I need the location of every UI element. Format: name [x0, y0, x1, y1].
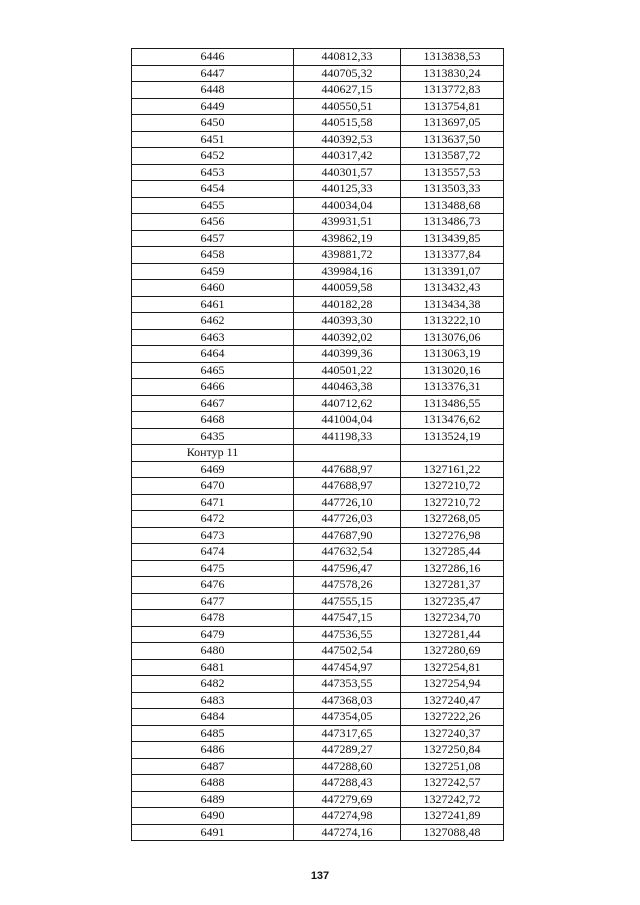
point-number-cell: 6462 [132, 313, 294, 330]
x-coordinate-cell: 447353,55 [294, 676, 401, 693]
x-coordinate-cell: 440515,58 [294, 115, 401, 132]
point-number-cell: 6451 [132, 131, 294, 148]
x-coordinate-cell: 439862,19 [294, 230, 401, 247]
x-coordinate-cell: 447502,54 [294, 643, 401, 660]
point-number-cell: 6475 [132, 560, 294, 577]
y-coordinate-cell: 1313476,62 [401, 412, 504, 429]
table-row [132, 791, 504, 808]
table-row [132, 676, 504, 693]
table-row [132, 214, 504, 231]
y-coordinate-cell: 1327268,05 [401, 511, 504, 528]
x-coordinate-cell: 440712,62 [294, 395, 401, 412]
y-coordinate-cell: 1313772,83 [401, 82, 504, 99]
point-number-cell: 6479 [132, 626, 294, 643]
y-coordinate-cell: 1313376,31 [401, 379, 504, 396]
point-number-cell: 6470 [132, 478, 294, 495]
x-coordinate-cell: 440463,38 [294, 379, 401, 396]
table-row [132, 577, 504, 594]
y-coordinate-cell: 1313377,84 [401, 247, 504, 264]
y-coordinate-cell: 1327242,57 [401, 775, 504, 792]
x-coordinate-cell: 447687,90 [294, 527, 401, 544]
x-coordinate-cell: 447578,26 [294, 577, 401, 594]
x-coordinate-cell: 447288,43 [294, 775, 401, 792]
x-coordinate-cell: 440182,28 [294, 296, 401, 313]
table-row [132, 82, 504, 99]
page-number: 137 [310, 870, 330, 882]
point-number-cell: 6477 [132, 593, 294, 610]
table-row [132, 659, 504, 676]
x-coordinate-cell: 440125,33 [294, 181, 401, 198]
point-number-cell: 6489 [132, 791, 294, 808]
y-coordinate-cell: 1327276,98 [401, 527, 504, 544]
x-coordinate-cell: 440034,04 [294, 197, 401, 214]
point-number-cell: 6483 [132, 692, 294, 709]
y-coordinate-cell: 1313587,72 [401, 148, 504, 165]
y-coordinate-cell: 1327210,72 [401, 494, 504, 511]
table-row [132, 98, 504, 115]
y-coordinate-cell: 1313503,33 [401, 181, 504, 198]
y-coordinate-cell: 1313434,38 [401, 296, 504, 313]
y-coordinate-cell: 1327285,44 [401, 544, 504, 561]
x-coordinate-cell: 447317,65 [294, 725, 401, 742]
y-coordinate-cell: 1327088,48 [401, 824, 504, 841]
table-row [132, 115, 504, 132]
point-number-cell: 6450 [132, 115, 294, 132]
point-number-cell: 6448 [132, 82, 294, 99]
x-coordinate-cell: 447555,15 [294, 593, 401, 610]
point-number-cell: 6474 [132, 544, 294, 561]
x-coordinate-cell [294, 445, 401, 462]
table-row [132, 560, 504, 577]
x-coordinate-cell: 440317,42 [294, 148, 401, 165]
x-coordinate-cell: 440550,51 [294, 98, 401, 115]
table-row [132, 725, 504, 742]
point-number-cell: 6468 [132, 412, 294, 429]
point-number-cell: 6463 [132, 329, 294, 346]
x-coordinate-cell: 440399,36 [294, 346, 401, 363]
table-row [132, 346, 504, 363]
point-number-cell: 6490 [132, 808, 294, 825]
point-number-cell: 6486 [132, 742, 294, 759]
y-coordinate-cell: 1327161,22 [401, 461, 504, 478]
x-coordinate-cell: 447632,54 [294, 544, 401, 561]
x-coordinate-cell: 440812,33 [294, 49, 401, 66]
y-coordinate-cell: 1313439,85 [401, 230, 504, 247]
table-row [132, 362, 504, 379]
point-number-cell: 6491 [132, 824, 294, 841]
y-coordinate-cell: 1327280,69 [401, 643, 504, 660]
table-row [132, 164, 504, 181]
x-coordinate-cell: 447354,05 [294, 709, 401, 726]
point-number-cell: 6456 [132, 214, 294, 231]
point-number-cell: 6471 [132, 494, 294, 511]
point-number-cell: 6473 [132, 527, 294, 544]
y-coordinate-cell: 1313486,55 [401, 395, 504, 412]
x-coordinate-cell: 447596,47 [294, 560, 401, 577]
table-row [132, 197, 504, 214]
point-number-cell: 6488 [132, 775, 294, 792]
table-row [132, 263, 504, 280]
y-coordinate-cell: 1327286,16 [401, 560, 504, 577]
point-number-cell: 6447 [132, 65, 294, 82]
table-row [132, 131, 504, 148]
y-coordinate-cell: 1327251,08 [401, 758, 504, 775]
x-coordinate-cell: 440059,58 [294, 280, 401, 297]
table-row [132, 148, 504, 165]
x-coordinate-cell: 440705,32 [294, 65, 401, 82]
point-number-cell: 6457 [132, 230, 294, 247]
y-coordinate-cell: 1327235,47 [401, 593, 504, 610]
coordinates-table-body [132, 49, 504, 841]
x-coordinate-cell: 447274,98 [294, 808, 401, 825]
table-row [132, 610, 504, 627]
x-coordinate-cell: 440392,53 [294, 131, 401, 148]
table-row [132, 379, 504, 396]
point-number-cell: 6487 [132, 758, 294, 775]
x-coordinate-cell: 439984,16 [294, 263, 401, 280]
point-number-cell: 6459 [132, 263, 294, 280]
table-row [132, 313, 504, 330]
x-coordinate-cell: 441198,33 [294, 428, 401, 445]
table-row [132, 824, 504, 841]
y-coordinate-cell: 1327241,89 [401, 808, 504, 825]
x-coordinate-cell: 440501,22 [294, 362, 401, 379]
table-row [132, 181, 504, 198]
y-coordinate-cell: 1313486,73 [401, 214, 504, 231]
point-number-cell: 6466 [132, 379, 294, 396]
point-number-cell: 6476 [132, 577, 294, 594]
point-number-cell: 6485 [132, 725, 294, 742]
table-row [132, 230, 504, 247]
point-number-cell: 6464 [132, 346, 294, 363]
table-row [132, 643, 504, 660]
table-row [132, 445, 504, 462]
x-coordinate-cell: 447288,60 [294, 758, 401, 775]
point-number-cell: 6460 [132, 280, 294, 297]
x-coordinate-cell: 447688,97 [294, 478, 401, 495]
x-coordinate-cell: 439931,51 [294, 214, 401, 231]
y-coordinate-cell [401, 445, 504, 462]
point-number-cell: 6449 [132, 98, 294, 115]
y-coordinate-cell: 1313222,10 [401, 313, 504, 330]
table-row [132, 742, 504, 759]
y-coordinate-cell: 1313524,19 [401, 428, 504, 445]
y-coordinate-cell: 1327222,26 [401, 709, 504, 726]
y-coordinate-cell: 1327210,72 [401, 478, 504, 495]
point-number-cell: 6469 [132, 461, 294, 478]
y-coordinate-cell: 1313432,43 [401, 280, 504, 297]
x-coordinate-cell: 447274,16 [294, 824, 401, 841]
table-row [132, 758, 504, 775]
table-row [132, 296, 504, 313]
x-coordinate-cell: 441004,04 [294, 412, 401, 429]
y-coordinate-cell: 1313063,19 [401, 346, 504, 363]
y-coordinate-cell: 1327234,70 [401, 610, 504, 627]
point-number-cell: Контур 11 [132, 445, 294, 462]
point-number-cell: 6461 [132, 296, 294, 313]
point-number-cell: 6458 [132, 247, 294, 264]
y-coordinate-cell: 1313697,05 [401, 115, 504, 132]
point-number-cell: 6435 [132, 428, 294, 445]
table-row [132, 692, 504, 709]
x-coordinate-cell: 447726,03 [294, 511, 401, 528]
table-row [132, 808, 504, 825]
y-coordinate-cell: 1313637,50 [401, 131, 504, 148]
x-coordinate-cell: 439881,72 [294, 247, 401, 264]
table-row [132, 49, 504, 66]
y-coordinate-cell: 1313076,06 [401, 329, 504, 346]
x-coordinate-cell: 447289,27 [294, 742, 401, 759]
table-row [132, 395, 504, 412]
x-coordinate-cell: 447726,10 [294, 494, 401, 511]
table-row [132, 544, 504, 561]
point-number-cell: 6482 [132, 676, 294, 693]
point-number-cell: 6452 [132, 148, 294, 165]
table-row [132, 461, 504, 478]
table-row [132, 412, 504, 429]
coordinates-table [131, 48, 504, 841]
point-number-cell: 6484 [132, 709, 294, 726]
y-coordinate-cell: 1327242,72 [401, 791, 504, 808]
point-number-cell: 6481 [132, 659, 294, 676]
x-coordinate-cell: 447368,03 [294, 692, 401, 709]
table-row [132, 593, 504, 610]
x-coordinate-cell: 440392,02 [294, 329, 401, 346]
table-row [132, 626, 504, 643]
y-coordinate-cell: 1313838,53 [401, 49, 504, 66]
point-number-cell: 6446 [132, 49, 294, 66]
y-coordinate-cell: 1313557,53 [401, 164, 504, 181]
table-row [132, 247, 504, 264]
table-row [132, 527, 504, 544]
y-coordinate-cell: 1327254,81 [401, 659, 504, 676]
y-coordinate-cell: 1313754,81 [401, 98, 504, 115]
point-number-cell: 6478 [132, 610, 294, 627]
y-coordinate-cell: 1327250,84 [401, 742, 504, 759]
y-coordinate-cell: 1327240,47 [401, 692, 504, 709]
x-coordinate-cell: 440301,57 [294, 164, 401, 181]
table-row [132, 65, 504, 82]
table-row [132, 329, 504, 346]
table-row [132, 428, 504, 445]
table-row [132, 494, 504, 511]
table-row [132, 511, 504, 528]
point-number-cell: 6472 [132, 511, 294, 528]
x-coordinate-cell: 440393,30 [294, 313, 401, 330]
table-row [132, 478, 504, 495]
x-coordinate-cell: 440627,15 [294, 82, 401, 99]
x-coordinate-cell: 447536,55 [294, 626, 401, 643]
table-row [132, 280, 504, 297]
point-number-cell: 6454 [132, 181, 294, 198]
x-coordinate-cell: 447547,15 [294, 610, 401, 627]
point-number-cell: 6465 [132, 362, 294, 379]
x-coordinate-cell: 447688,97 [294, 461, 401, 478]
y-coordinate-cell: 1313020,16 [401, 362, 504, 379]
point-number-cell: 6480 [132, 643, 294, 660]
x-coordinate-cell: 447454,97 [294, 659, 401, 676]
x-coordinate-cell: 447279,69 [294, 791, 401, 808]
y-coordinate-cell: 1313830,24 [401, 65, 504, 82]
y-coordinate-cell: 1327254,94 [401, 676, 504, 693]
table-row [132, 775, 504, 792]
point-number-cell: 6467 [132, 395, 294, 412]
y-coordinate-cell: 1327281,37 [401, 577, 504, 594]
table-row [132, 709, 504, 726]
y-coordinate-cell: 1313391,07 [401, 263, 504, 280]
point-number-cell: 6453 [132, 164, 294, 181]
y-coordinate-cell: 1327240,37 [401, 725, 504, 742]
point-number-cell: 6455 [132, 197, 294, 214]
y-coordinate-cell: 1313488,68 [401, 197, 504, 214]
y-coordinate-cell: 1327281,44 [401, 626, 504, 643]
